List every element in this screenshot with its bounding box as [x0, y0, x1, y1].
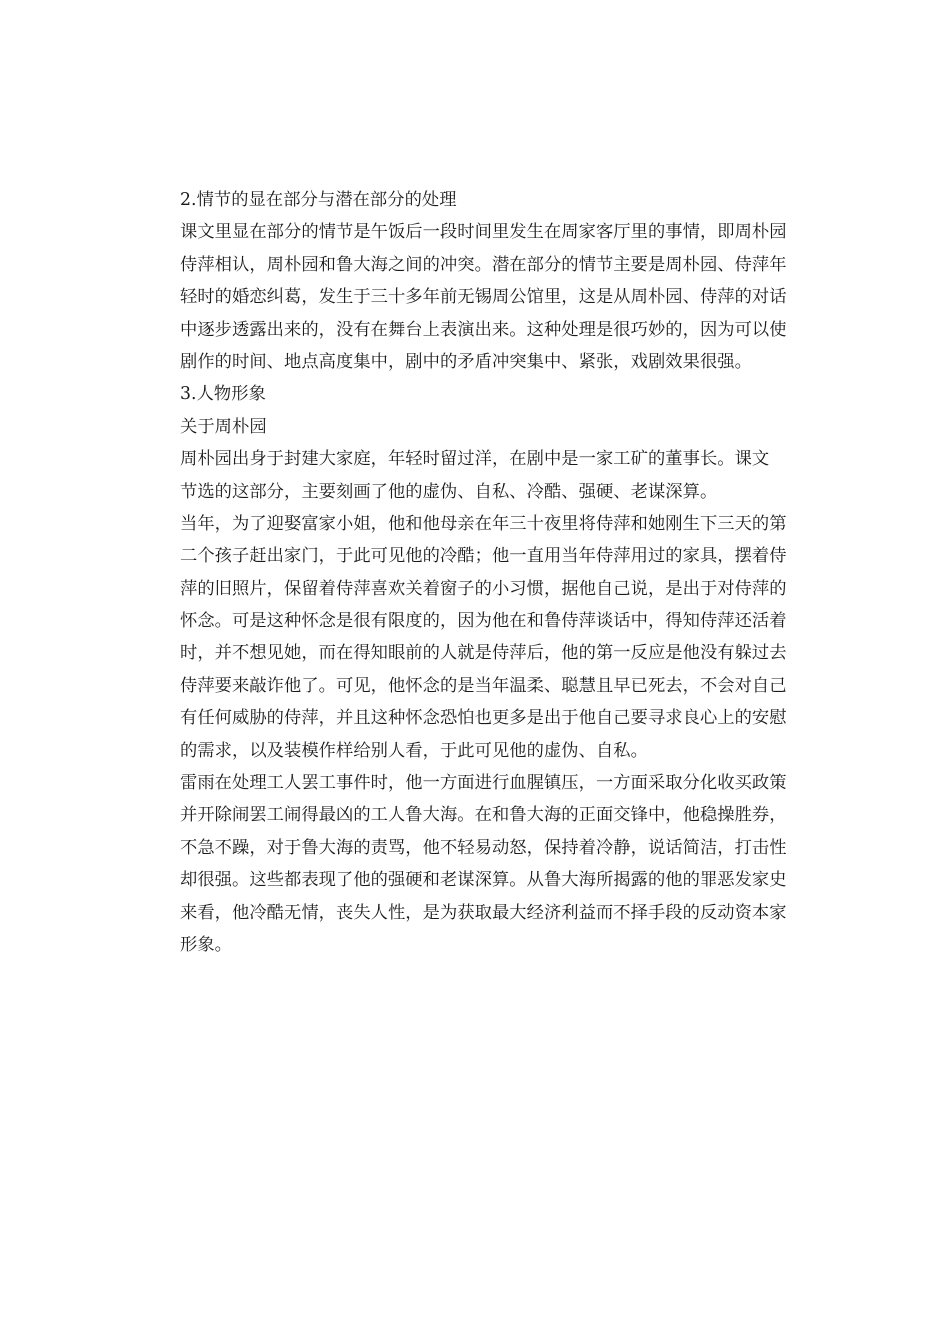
text-line: 侍萍相认，周朴园和鲁大海之间的冲突。潜在部分的情节主要是周朴园、侍萍年 [180, 254, 787, 275]
paragraph-strike-handling [180, 767, 787, 961]
subheading-zhou-puyuan: 关于周朴园 [180, 416, 267, 437]
text-line: 侍萍要来敲诈他了。可见，他怀念的是当年温柔、聪慧且早已死去，不会对自己 [180, 675, 787, 696]
text-line: 节选的这部分，主要刻画了他的虚伪、自私、冷酷、强硬、老谋深算。 [180, 481, 718, 502]
text-line: 当年，为了迎娶富家小姐，他和他母亲在年三十夜里将侍萍和她刚生下三天的第 [180, 513, 787, 534]
text-line: 萍的旧照片，保留着侍萍喜欢关着窗子的小习惯，据他自己说，是出于对侍萍的 [180, 578, 787, 599]
paragraph-background [180, 443, 775, 508]
text-line: 中逐步透露出来的，没有在舞台上表演出来。这种处理是很巧妙的，因为可以使 [180, 319, 787, 340]
text-line: 周朴园出身于封建大家庭，年轻时留过洋，在剧中是一家工矿的董事长。课文 [180, 449, 770, 470]
text-line: 却很强。这些都表现了他的强硬和老谋深算。从鲁大海所揭露的他的罪恶发家史 [180, 870, 787, 891]
text-line: 有任何威胁的侍萍，并且这种怀念恐怕也更多是出于他自己要寻求良心上的安慰 [180, 708, 787, 729]
text-line: 并开除闹罢工闹得最凶的工人鲁大海。在和鲁大海的正面交锋中，他稳操胜券， [180, 805, 787, 826]
text-line: 来看，他冷酷无情，丧失人性，是为获取最大经济利益而不择手段的反动资本家 [180, 902, 787, 923]
section-heading-plot: 2.情节的显在部分与潜在部分的处理 [180, 190, 457, 210]
text-line: 不急不躁，对于鲁大海的责骂，他不轻易动怒，保持着冷静，说话简洁，打击性 [180, 837, 787, 858]
text-line: 怀念。可是这种怀念是很有限度的，因为他在和鲁侍萍谈话中，得知侍萍还活着 [180, 611, 787, 632]
text-line: 形象。 [180, 934, 232, 955]
text-line: 雷雨在处理工人罢工事件时，他一方面进行血腥镇压，一方面采取分化收买政策 [180, 773, 787, 794]
text-line: 剧作的时间、地点高度集中，剧中的矛盾冲突集中、紧张，戏剧效果很强。 [180, 351, 752, 372]
text-line: 课文里显在部分的情节是午饭后一段时间里发生在周家客厅里的事情，即周朴园 [180, 222, 787, 243]
text-line: 二个孩子赶出家门，于此可见他的冷酷；他一直用当年侍萍用过的家具，摆着侍 [180, 546, 787, 567]
text-line: 的需求，以及装模作样给别人看，于此可见他的虚伪、自私。 [180, 740, 648, 761]
document-body [180, 184, 787, 961]
paragraph-plot-handling [180, 216, 787, 378]
text-line: 轻时的婚恋纠葛，发生于三十多年前无锡周公馆里，这是从周朴园、侍萍的对话 [180, 287, 787, 308]
section-heading-characters: 3.人物形象 [180, 384, 266, 405]
paragraph-hypocrisy [180, 508, 787, 767]
text-line: 时，并不想见她，而在得知眼前的人就是侍萍后，他的第一反应是他没有躲过去 [180, 643, 787, 664]
